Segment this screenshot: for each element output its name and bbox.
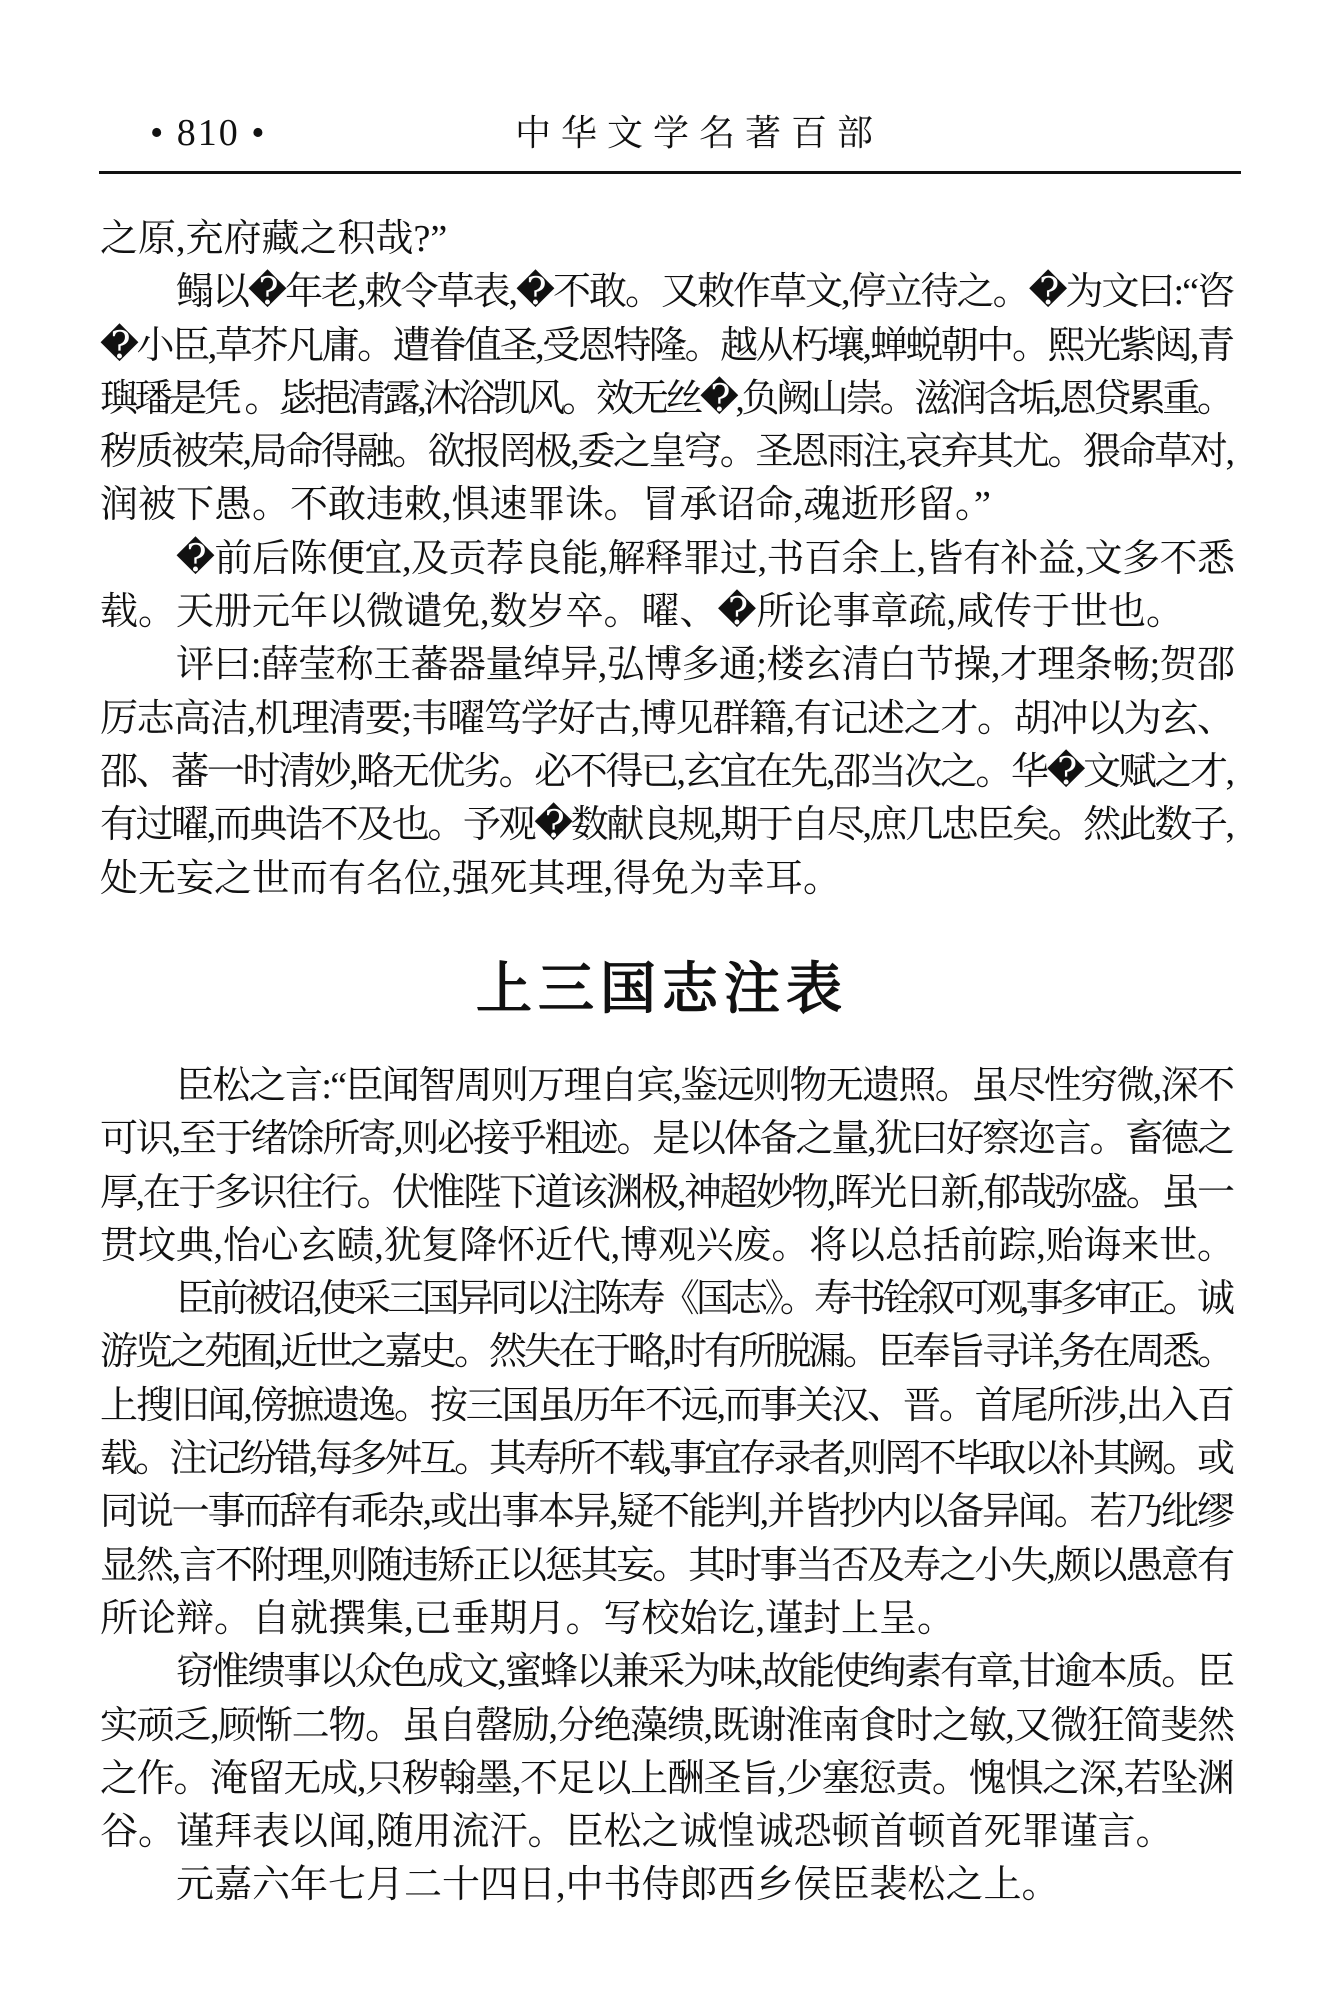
text-line: 之原,充府藏之积哉?”	[100, 218, 448, 260]
paragraph	[100, 533, 1235, 640]
paragraph	[100, 213, 1235, 266]
text-line: 实顽乏,顾惭二物。虽自罄励,分绝藻缋,既谢淮南食时之敏,又微狂简斐然	[100, 1704, 1234, 1747]
text-line: 上搜旧闻,傍摭遗逸。按三国虽历年不远,而事关汉、晋。首尾所涉,出入百	[100, 1384, 1233, 1427]
text-line: 所论辩。自就撰集,已垂期月。写校始讫,谨封上呈。	[100, 1597, 956, 1640]
page-number: • 810 •	[150, 112, 267, 154]
paragraph	[100, 266, 1235, 532]
running-book-title: 中华文学名著百部	[515, 113, 884, 153]
paragraph	[100, 639, 1235, 905]
text-line: 臣前被诏,使采三国异同以注陈寿《国志》。寿书铨叙可观,事多审正。诚	[176, 1278, 1232, 1321]
text-line: 润被下愚。不敢违敕,惧速罪诛。冒承诏命,魂逝形留。”	[100, 484, 991, 527]
text-line: 邵、蕃一时清妙,略无优劣。必不得已,玄宜在先,邵当次之。华�文赋之才,	[100, 750, 1233, 793]
text-line: 厚,在于多识往行。伏惟陛下道该渊极,神超妙物,晖光日新,郁哉弥盛。虽一	[100, 1171, 1233, 1214]
text-line: 之作。淹留无成,只秽翰墨,不足以上酬圣旨,少塞愆责。愧惧之深,若坠渊	[100, 1757, 1234, 1800]
text-line: 同说一事而辞有乖杂,或出事本异,疑不能判,并皆抄内以备异闻。若乃纰缪	[100, 1491, 1233, 1534]
paragraph	[100, 1646, 1235, 1859]
text-line: 可识,至于绪馀所寄,则必接乎粗迹。是以体备之量,犹曰好察迩言。畜德之	[100, 1118, 1233, 1161]
text-line: 窃惟缋事以众色成文,蜜蜂以兼采为味,故能使绚素有章,甘逾本质。臣	[176, 1651, 1233, 1694]
section-title: 上三国志注表	[476, 957, 848, 1022]
biography-text	[100, 213, 1235, 906]
text-line: 秽质被荣,局命得融。欲报罔极,委之皇穹。圣恩雨注,哀弃其尤。猥命草对,	[100, 431, 1233, 474]
memorial-text	[100, 1060, 1235, 1913]
text-line: 游览之苑囿,近世之嘉史。然失在于略,时有所脱漏。臣奉旨寻详,务在周悉。	[100, 1331, 1232, 1374]
text-line: 载。注记纷错,每多舛互。其寿所不载,事宜存录者,则罔不毕取以补其阙。或	[100, 1438, 1232, 1481]
text-line: 评曰:薛莹称王蕃器量绰异,弘博多通;楼玄清白节操,才理条畅;贺邵	[176, 644, 1235, 687]
paragraph	[100, 1060, 1235, 1273]
text-line: 厉志高洁,机理清要;韦曜笃学好古,博见群籍,有记述之才。胡冲以为玄、	[100, 697, 1234, 740]
text-line: 璵璠是凭 。毖挹清露,沐浴凯风。效无丝�,负阙山崇。滋润含垢,恩贷累重。	[100, 377, 1232, 420]
text-line: 载。天册元年以微谴免,数岁卒。曜、�所论事章疏,咸传于世也。	[100, 591, 1184, 634]
text-line: 谷。谨拜表以闻,随用流汗。臣松之诚惶诚恐顿首顿首死罪谨言。	[100, 1811, 1174, 1854]
text-line: 显然,言不附理,则随违矫正以惩其妄。其时事当否及寿之小失,颇以愚意有	[100, 1544, 1233, 1587]
text-line: �小臣,草芥凡庸。遭眷值圣,受恩特隆。越从朽壤,蝉蜕朝中。熙光紫闼,青	[100, 324, 1233, 367]
text-line: �前后陈便宜,及贡荐良能,解释罪过,书百余上,皆有补益,文多不悉	[176, 537, 1235, 580]
paragraph	[100, 1859, 1235, 1912]
text-line: 处无妄之世而有名位,强死其理,得免为幸耳。	[100, 857, 842, 900]
text-line: 臣松之言:“臣闻智周则万理自宾,鉴远则物无遗照。虽尽性穷微,深不	[176, 1065, 1234, 1107]
text-line: 鳎以�年老,敕令草表,�不敢。又敕作草文,停立待之。�为文曰:“咨	[176, 271, 1233, 314]
header-rule	[99, 171, 1241, 174]
text-line: 有过曜,而典诰不及也。予观�数献良规,期于自尽,庶几忠臣矣。然此数子,	[100, 804, 1233, 847]
text-line: 元嘉六年七月二十四日,中书侍郎西乡侯臣裴松之上。	[176, 1864, 1060, 1907]
text-line: 贯坟典,怡心玄赜,犹复降怀近代,博观兴废。将以总括前踪,贻诲来世。	[100, 1224, 1235, 1267]
paragraph	[100, 1273, 1235, 1646]
